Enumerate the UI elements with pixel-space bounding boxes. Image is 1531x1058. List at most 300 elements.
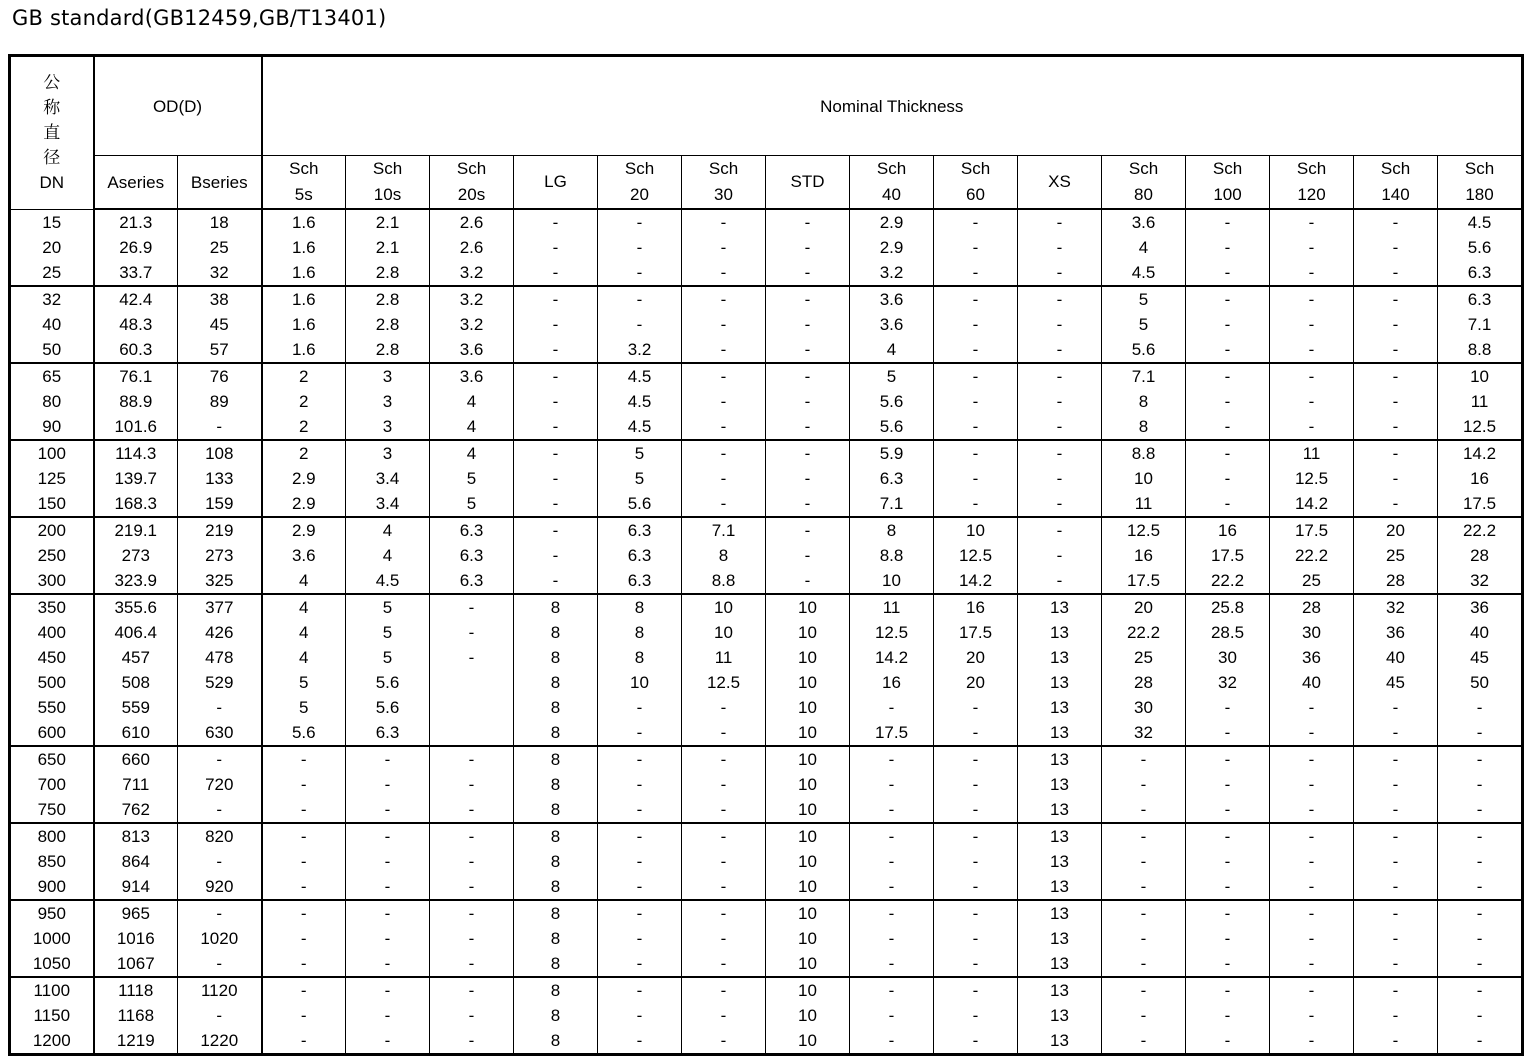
table-cell: - xyxy=(346,900,430,926)
table-cell: 13 xyxy=(1018,797,1102,823)
table-cell: 14.2 xyxy=(934,568,1018,594)
table-cell: - xyxy=(934,772,1018,797)
table-cell: - xyxy=(1186,797,1270,823)
column-header-od: Aseries xyxy=(94,156,178,210)
table-cell: 16 xyxy=(1438,466,1523,491)
dn-cell: 500 xyxy=(10,670,94,695)
table-cell: 36 xyxy=(1438,594,1523,620)
table-cell: 5 xyxy=(346,645,430,670)
table-cell: - xyxy=(1354,746,1438,772)
table-cell: 457 xyxy=(94,645,178,670)
dn-cell: 65 xyxy=(10,363,94,389)
table-cell: - xyxy=(766,286,850,312)
table-cell: - xyxy=(514,517,598,543)
table-row xyxy=(10,235,1523,260)
table-cell: - xyxy=(346,823,430,849)
table-cell: - xyxy=(1186,1003,1270,1028)
table-cell: - xyxy=(1186,951,1270,977)
table-cell: - xyxy=(430,1028,514,1055)
table-cell: - xyxy=(1354,900,1438,926)
table-cell: - xyxy=(1270,363,1354,389)
dn-header-line: 径 xyxy=(43,148,61,168)
table-cell: - xyxy=(1354,466,1438,491)
table-cell: 16 xyxy=(934,594,1018,620)
table-cell: 16 xyxy=(1102,543,1186,568)
table-cell: - xyxy=(766,209,850,235)
column-header-thickness xyxy=(850,156,934,210)
table-cell: - xyxy=(1438,926,1523,951)
table-cell: 10 xyxy=(766,720,850,746)
table-cell: - xyxy=(430,951,514,977)
table-cell: 8.8 xyxy=(682,568,766,594)
dn-header xyxy=(10,56,94,210)
table-cell: - xyxy=(850,695,934,720)
table-cell: - xyxy=(682,951,766,977)
table-cell: 3.6 xyxy=(1102,209,1186,235)
table-cell: 3.6 xyxy=(430,363,514,389)
table-row xyxy=(10,337,1523,363)
table-cell xyxy=(430,720,514,746)
table-cell: - xyxy=(682,720,766,746)
table-cell: 60.3 xyxy=(94,337,178,363)
table-cell: 114.3 xyxy=(94,440,178,466)
table-cell: 2.9 xyxy=(262,491,346,517)
table-cell: 5 xyxy=(1102,286,1186,312)
table-cell: - xyxy=(1270,823,1354,849)
table-cell: 3.6 xyxy=(430,337,514,363)
table-cell: 630 xyxy=(178,720,262,746)
table-cell: 2 xyxy=(262,440,346,466)
table-cell: - xyxy=(598,900,682,926)
table-cell: 17.5 xyxy=(1102,568,1186,594)
table-cell: 32 xyxy=(178,260,262,286)
table-cell: - xyxy=(262,900,346,926)
table-cell: 10 xyxy=(766,900,850,926)
table-cell: - xyxy=(598,209,682,235)
table-cell: 5 xyxy=(598,440,682,466)
table-cell: 8 xyxy=(514,746,598,772)
table-cell: - xyxy=(850,797,934,823)
table-cell: 8 xyxy=(514,620,598,645)
table-cell: - xyxy=(430,797,514,823)
table-cell: 3.2 xyxy=(598,337,682,363)
table-cell: 18 xyxy=(178,209,262,235)
pipe-dimension-table xyxy=(8,54,1524,1056)
table-cell: 76.1 xyxy=(94,363,178,389)
table-cell: - xyxy=(682,414,766,440)
table-cell: - xyxy=(1186,823,1270,849)
table-row xyxy=(10,720,1523,746)
table-cell: 159 xyxy=(178,491,262,517)
column-header-line: Sch xyxy=(372,159,403,178)
column-header-line: Sch xyxy=(876,159,907,178)
table-cell: - xyxy=(682,746,766,772)
table-row xyxy=(10,594,1523,620)
table-cell: - xyxy=(1102,849,1186,874)
column-header-line: 180 xyxy=(1465,185,1494,204)
table-cell: 1120 xyxy=(178,977,262,1003)
table-cell: - xyxy=(1186,260,1270,286)
column-header-thickness xyxy=(766,156,850,210)
table-cell: 10 xyxy=(766,772,850,797)
table-cell: 6.3 xyxy=(430,568,514,594)
table-cell: - xyxy=(1270,926,1354,951)
table-cell: - xyxy=(1186,720,1270,746)
table-cell: 28 xyxy=(1270,594,1354,620)
table-cell: - xyxy=(1438,900,1523,926)
table-cell: - xyxy=(934,312,1018,337)
table-cell: - xyxy=(1354,849,1438,874)
table-cell: - xyxy=(1354,772,1438,797)
dn-cell: 1050 xyxy=(10,951,94,977)
table-cell: 14.2 xyxy=(850,645,934,670)
table-cell: 3.4 xyxy=(346,491,430,517)
table-cell: - xyxy=(598,235,682,260)
table-cell: 13 xyxy=(1018,874,1102,900)
table-cell: - xyxy=(430,823,514,849)
table-cell: - xyxy=(934,440,1018,466)
table-cell: - xyxy=(850,951,934,977)
table-cell: 8 xyxy=(514,797,598,823)
table-cell: - xyxy=(1102,900,1186,926)
table-cell: 1.6 xyxy=(262,235,346,260)
table-cell: - xyxy=(766,491,850,517)
table-cell: - xyxy=(1270,951,1354,977)
table-cell: - xyxy=(1018,286,1102,312)
table-cell: - xyxy=(1018,337,1102,363)
table-cell: - xyxy=(514,491,598,517)
table-cell: - xyxy=(346,926,430,951)
table-cell: - xyxy=(1354,695,1438,720)
table-cell: 20 xyxy=(934,670,1018,695)
dn-cell: 200 xyxy=(10,517,94,543)
table-cell: - xyxy=(934,849,1018,874)
dn-cell: 40 xyxy=(10,312,94,337)
table-cell: 4 xyxy=(346,517,430,543)
column-header-thickness xyxy=(1270,156,1354,210)
table-cell: - xyxy=(598,1003,682,1028)
table-cell: 2 xyxy=(262,363,346,389)
table-cell: 1067 xyxy=(94,951,178,977)
column-header-thickness xyxy=(1438,156,1523,210)
table-cell: - xyxy=(850,926,934,951)
table-cell: 219.1 xyxy=(94,517,178,543)
table-cell: - xyxy=(1438,746,1523,772)
column-header-thickness xyxy=(934,156,1018,210)
table-cell: 32 xyxy=(1438,568,1523,594)
table-cell xyxy=(430,695,514,720)
table-cell: - xyxy=(598,977,682,1003)
table-cell: 529 xyxy=(178,670,262,695)
table-row xyxy=(10,491,1523,517)
table-cell: - xyxy=(598,797,682,823)
table-cell: 1.6 xyxy=(262,337,346,363)
table-cell: - xyxy=(1186,491,1270,517)
table-cell: 17.5 xyxy=(850,720,934,746)
table-row xyxy=(10,286,1523,312)
table-cell: 40 xyxy=(1354,645,1438,670)
table-cell: 3 xyxy=(346,414,430,440)
table-cell: - xyxy=(346,874,430,900)
table-cell: - xyxy=(1354,1028,1438,1055)
dn-cell: 1000 xyxy=(10,926,94,951)
table-row xyxy=(10,926,1523,951)
table-cell: - xyxy=(934,235,1018,260)
table-cell: - xyxy=(1438,1003,1523,1028)
table-cell: - xyxy=(1354,491,1438,517)
table-cell: - xyxy=(682,874,766,900)
table-cell: 2.9 xyxy=(262,517,346,543)
table-cell: 406.4 xyxy=(94,620,178,645)
table-cell: - xyxy=(514,209,598,235)
table-cell: - xyxy=(766,568,850,594)
dn-cell: 25 xyxy=(10,260,94,286)
table-cell: - xyxy=(1186,695,1270,720)
column-header-line: 100 xyxy=(1213,185,1242,204)
table-cell: 12.5 xyxy=(1438,414,1523,440)
table-cell: - xyxy=(1186,209,1270,235)
table-cell: 40 xyxy=(1270,670,1354,695)
table-cell: 219 xyxy=(178,517,262,543)
table-cell: - xyxy=(1270,849,1354,874)
table-cell: - xyxy=(514,568,598,594)
table-cell: - xyxy=(934,977,1018,1003)
table-cell: - xyxy=(766,337,850,363)
table-cell: - xyxy=(1186,235,1270,260)
table-cell: - xyxy=(1354,874,1438,900)
table-cell: 8 xyxy=(514,1028,598,1055)
table-cell: 5 xyxy=(346,620,430,645)
table-cell: - xyxy=(1354,720,1438,746)
table-cell: - xyxy=(850,900,934,926)
table-cell: - xyxy=(682,466,766,491)
table-cell: 16 xyxy=(1186,517,1270,543)
table-cell: 25.8 xyxy=(1186,594,1270,620)
table-cell: 5.6 xyxy=(346,670,430,695)
table-cell: - xyxy=(766,517,850,543)
table-cell: 45 xyxy=(1354,670,1438,695)
table-cell: - xyxy=(430,977,514,1003)
table-cell: 3 xyxy=(346,389,430,414)
table-cell: 10 xyxy=(766,797,850,823)
table-cell: 2.8 xyxy=(346,286,430,312)
table-cell: 3.2 xyxy=(430,312,514,337)
table-cell: - xyxy=(850,823,934,849)
table-cell: 10 xyxy=(766,849,850,874)
table-cell: - xyxy=(1354,337,1438,363)
table-cell: 45 xyxy=(178,312,262,337)
table-cell: - xyxy=(430,772,514,797)
table-cell: 12.5 xyxy=(934,543,1018,568)
table-cell: - xyxy=(1018,491,1102,517)
table-cell: 4 xyxy=(430,440,514,466)
table-cell: 22.2 xyxy=(1102,620,1186,645)
table-cell: - xyxy=(682,260,766,286)
column-header-line: Sch xyxy=(1212,159,1243,178)
dn-cell: 900 xyxy=(10,874,94,900)
table-cell: - xyxy=(1186,286,1270,312)
dn-cell: 100 xyxy=(10,440,94,466)
dn-cell: 32 xyxy=(10,286,94,312)
table-cell: - xyxy=(766,260,850,286)
table-cell: 7.1 xyxy=(1102,363,1186,389)
column-header-line: 20 xyxy=(630,185,649,204)
table-cell: 17.5 xyxy=(1270,517,1354,543)
dn-header-line: 直 xyxy=(43,123,61,143)
table-cell: 88.9 xyxy=(94,389,178,414)
table-cell: 13 xyxy=(1018,720,1102,746)
table-cell: 25 xyxy=(1354,543,1438,568)
table-cell: 10 xyxy=(766,1003,850,1028)
table-row xyxy=(10,977,1523,1003)
table-cell: 3.6 xyxy=(850,312,934,337)
table-cell: 920 xyxy=(178,874,262,900)
table-cell: - xyxy=(1102,1003,1186,1028)
table-cell: - xyxy=(1354,1003,1438,1028)
table-cell: - xyxy=(514,260,598,286)
table-cell: 1016 xyxy=(94,926,178,951)
table-cell: 13 xyxy=(1018,977,1102,1003)
table-cell: 28 xyxy=(1354,568,1438,594)
table-cell: - xyxy=(682,977,766,1003)
table-cell: 508 xyxy=(94,670,178,695)
table-cell: - xyxy=(1438,772,1523,797)
table-cell: 5 xyxy=(262,695,346,720)
table-cell: 10 xyxy=(766,620,850,645)
table-cell: - xyxy=(934,466,1018,491)
table-cell: - xyxy=(514,414,598,440)
table-cell: 108 xyxy=(178,440,262,466)
od-group-header: OD(D) xyxy=(94,56,262,156)
table-cell: 4.5 xyxy=(346,568,430,594)
dn-cell: 600 xyxy=(10,720,94,746)
table-row xyxy=(10,874,1523,900)
column-header-od: Bseries xyxy=(178,156,262,210)
table-cell: 7.1 xyxy=(850,491,934,517)
table-cell: - xyxy=(682,209,766,235)
table-cell: 610 xyxy=(94,720,178,746)
table-cell: 813 xyxy=(94,823,178,849)
table-cell: - xyxy=(934,823,1018,849)
table-cell: 10 xyxy=(682,620,766,645)
table-cell: 25 xyxy=(178,235,262,260)
table-cell: 5.9 xyxy=(850,440,934,466)
table-cell: 3.6 xyxy=(850,286,934,312)
table-cell: 2.8 xyxy=(346,337,430,363)
table-cell: 89 xyxy=(178,389,262,414)
table-cell: 4 xyxy=(1102,235,1186,260)
table-cell: 6.3 xyxy=(346,720,430,746)
table-cell: 10 xyxy=(850,568,934,594)
table-row xyxy=(10,670,1523,695)
table-row xyxy=(10,312,1523,337)
table-cell: - xyxy=(514,440,598,466)
table-cell: - xyxy=(598,720,682,746)
table-cell: 2 xyxy=(262,389,346,414)
table-cell: 11 xyxy=(850,594,934,620)
table-cell: 5.6 xyxy=(1438,235,1523,260)
table-cell: - xyxy=(1270,1003,1354,1028)
dn-header-line: DN xyxy=(39,173,65,193)
table-cell: 8.8 xyxy=(1102,440,1186,466)
table-cell: - xyxy=(262,797,346,823)
table-cell: - xyxy=(1354,823,1438,849)
table-cell: - xyxy=(850,874,934,900)
table-cell: - xyxy=(766,235,850,260)
table-cell: - xyxy=(430,900,514,926)
table-cell: - xyxy=(1354,260,1438,286)
table-cell: 76 xyxy=(178,363,262,389)
table-cell: - xyxy=(934,337,1018,363)
table-cell: 323.9 xyxy=(94,568,178,594)
table-cell: - xyxy=(262,746,346,772)
table-cell: 10 xyxy=(766,977,850,1003)
column-header-line: Sch xyxy=(1296,159,1327,178)
table-cell: - xyxy=(850,849,934,874)
table-row xyxy=(10,517,1523,543)
table-cell: - xyxy=(1186,874,1270,900)
dn-cell: 800 xyxy=(10,823,94,849)
table-cell: 8 xyxy=(514,926,598,951)
table-cell: - xyxy=(1270,337,1354,363)
table-cell: 559 xyxy=(94,695,178,720)
table-cell: 5.6 xyxy=(346,695,430,720)
table-cell: - xyxy=(682,772,766,797)
table-cell: 10 xyxy=(1102,466,1186,491)
table-cell: - xyxy=(1438,1028,1523,1055)
table-cell: - xyxy=(1102,772,1186,797)
table-cell: - xyxy=(514,389,598,414)
table-cell: 10 xyxy=(934,517,1018,543)
table-cell: 720 xyxy=(178,772,262,797)
table-cell: 13 xyxy=(1018,849,1102,874)
table-cell: - xyxy=(598,823,682,849)
table-cell: 8 xyxy=(514,720,598,746)
table-row xyxy=(10,440,1523,466)
table-row xyxy=(10,797,1523,823)
table-cell: 7.1 xyxy=(1438,312,1523,337)
table-cell: 5.6 xyxy=(598,491,682,517)
table-cell: - xyxy=(1270,209,1354,235)
table-cell: 478 xyxy=(178,645,262,670)
column-header-line: 30 xyxy=(714,185,733,204)
table-cell: - xyxy=(262,1028,346,1055)
table-cell: 10 xyxy=(766,823,850,849)
table-cell: - xyxy=(682,823,766,849)
table-cell: - xyxy=(178,849,262,874)
table-cell: 8 xyxy=(514,594,598,620)
column-header-line: Sch xyxy=(960,159,991,178)
table-cell: 13 xyxy=(1018,823,1102,849)
table-cell: - xyxy=(1270,414,1354,440)
column-header-thickness xyxy=(346,156,430,210)
table-cell: 11 xyxy=(1270,440,1354,466)
dn-cell: 850 xyxy=(10,849,94,874)
table-cell: - xyxy=(514,235,598,260)
table-row xyxy=(10,620,1523,645)
table-header xyxy=(10,56,1523,210)
table-cell: - xyxy=(598,286,682,312)
table-cell: - xyxy=(934,389,1018,414)
table-cell: 1.6 xyxy=(262,260,346,286)
table-cell: 355.6 xyxy=(94,594,178,620)
table-cell: 762 xyxy=(94,797,178,823)
table-row xyxy=(10,568,1523,594)
table-cell: - xyxy=(1018,517,1102,543)
table-row xyxy=(10,260,1523,286)
dn-cell: 50 xyxy=(10,337,94,363)
table-cell: 10 xyxy=(766,670,850,695)
